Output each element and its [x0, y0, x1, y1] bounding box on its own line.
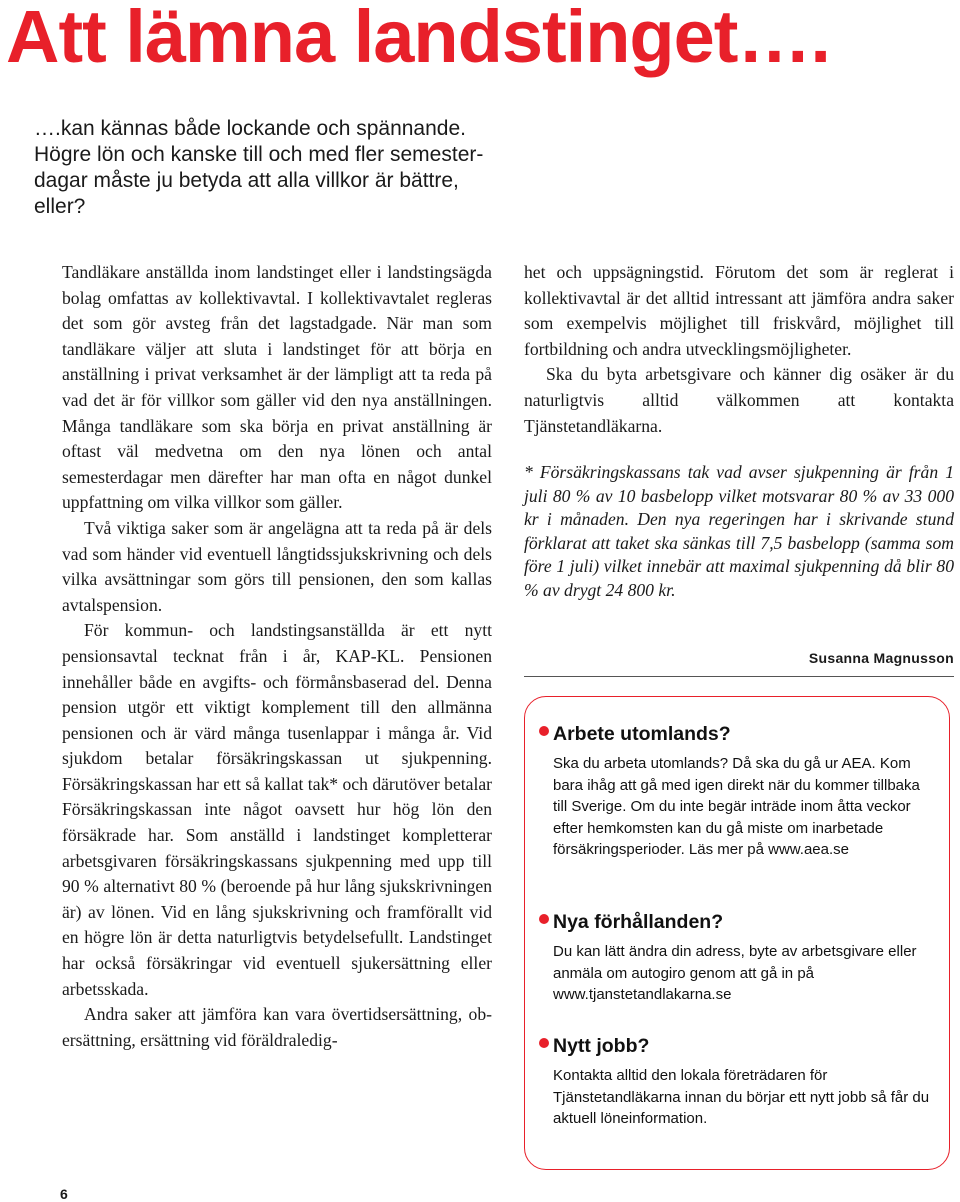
info-text: Ska du arbeta utomlands? Då ska du gå ur AEA. Kom bara ihåg att gå med igen direkt när du kommer tillbaka till Sverige. Om du inte begär inträde inom åtta veckor efter hemkomsten kan du gå miste om inarbetade försäkringsperioder. Läs mer på www.aea.se — [553, 755, 920, 859]
body-paragraph: Två viktiga saker som är angelägna att ta reda på är dels vad som händer vid eventuell långtidssjukskrivning och dels vilka avsättningar som görs till pensionen, den som kallas avtalspension. — [62, 517, 492, 615]
info-section-nytt-jobb — [553, 1035, 933, 1130]
info-section-nya-forhallanden — [553, 911, 933, 1006]
info-section-arbete-utomlands — [553, 723, 933, 861]
info-heading: Nya förhållanden? — [553, 911, 724, 933]
author-signature: Susanna Magnusson — [808, 650, 954, 666]
body-paragraph: Ska du byta arbetsgivare och känner dig osäker är du naturligtvis alltid välkommen att kontakta Tjänstetandläkarna. — [524, 364, 954, 436]
body-paragraph: het och uppsägningstid. Förutom det som är reglerat i kollektivavtal är det alltid intressant att jämföra andra saker som exempelvis möjlighet till friskvård, möjlighet till fortbildning och andra utvecklingsmöjligheter. — [524, 262, 954, 359]
lead-text: ….kan kännas både lockande och spännande. Högre lön och kanske till och med fler semester- dagar måste ju betyda att alla villkor är bättre, eller? — [34, 117, 484, 218]
right-column — [524, 260, 954, 602]
info-heading: Arbete utomlands? — [553, 723, 731, 745]
page-title: Att lämna landstinget…. — [6, 0, 830, 78]
bullet-dot-icon — [539, 914, 549, 924]
info-heading: Nytt jobb? — [553, 1035, 650, 1057]
body-paragraph: För kommun- och landstingsanställda är ett nytt pensionsavtal tecknat från i år, KAP-KL. Pensionen innehåller både en avgifts- och förmånsbaserad del. Denna pension utgör ett viktigt komplement till den allmänna pensionen och är värd många tusenlappar i många år. Vid sjukdom betalar försäkringskassan ut sjukpenning. Försäkringskassan har ett så kallat tak* och därutöver betalar Försäkringskassan inte något oavsett hur hög lön den försäkrade har. Som anställd i landstinget kompletterar arbetsgivaren försäkringskassans sjukpenning med upp till 90 % alternativt 80 % (beroende på hur lång sjukskrivningen är) av lönen. Vid en lång sjukskrivning och framförallt vid en högre lön är detta naturligtvis betydelsefullt. Landstinget har också försäkringar vid eventuell sjukersättning eller arbetsskada. — [62, 620, 492, 999]
signature-divider — [524, 676, 954, 677]
body-paragraph: Andra saker att jämföra kan vara övertidsersättning, ob-ersättning, ersättning vid föräldraledig- — [62, 1004, 492, 1050]
info-text: Kontakta alltid den lokala företrädaren för Tjänstetandläkarna innan du börjar ett nytt jobb så får du aktuell löneinformation. — [553, 1067, 930, 1128]
body-paragraph: Tandläkare anställda inom landstinget eller i landstingsägda bolag omfattas av kollektivavtal. I kollektivavtalet regleras det som gör avsteg från det lagstadgade. När man som tandläkare väljer att sluta i landstinget för att börja en anställning i privat verksamhet är der lämpligt att ta reda på vad det är för villkor som gäller vid den nya anställningen. Många tandläkare som ska börja en privat anställning är oftast väl medvetna om den nya lönen och antal semesterdagar men därefter har man ofta en något dunkel uppfattning om vilka villkor som gäller. — [62, 262, 492, 513]
bullet-dot-icon — [539, 1038, 549, 1048]
left-column — [62, 260, 492, 1053]
footnote: * Försäkringskassans tak vad avser sjukpenning är från 1 juli 80 % av 10 basbelopp vilket motsvarar 80 % av 33 000 kr i månaden. Den nya regeringen har i skrivande stund förklarat att taket ska sänkas till 7,5 basbelopp (samma som före 1 juli) vilket innebär att maximal sjukpenning då blir 80 % av drygt 24 800 kr. — [524, 462, 954, 600]
info-text: Du kan lätt ändra din adress, byte av arbetsgivare eller anmäla om autogiro genom att gå in på www.tjanstetandlakarna.se — [553, 943, 917, 1004]
bullet-dot-icon — [539, 726, 549, 736]
info-box — [524, 696, 950, 1170]
page-number: 6 — [60, 1186, 68, 1202]
